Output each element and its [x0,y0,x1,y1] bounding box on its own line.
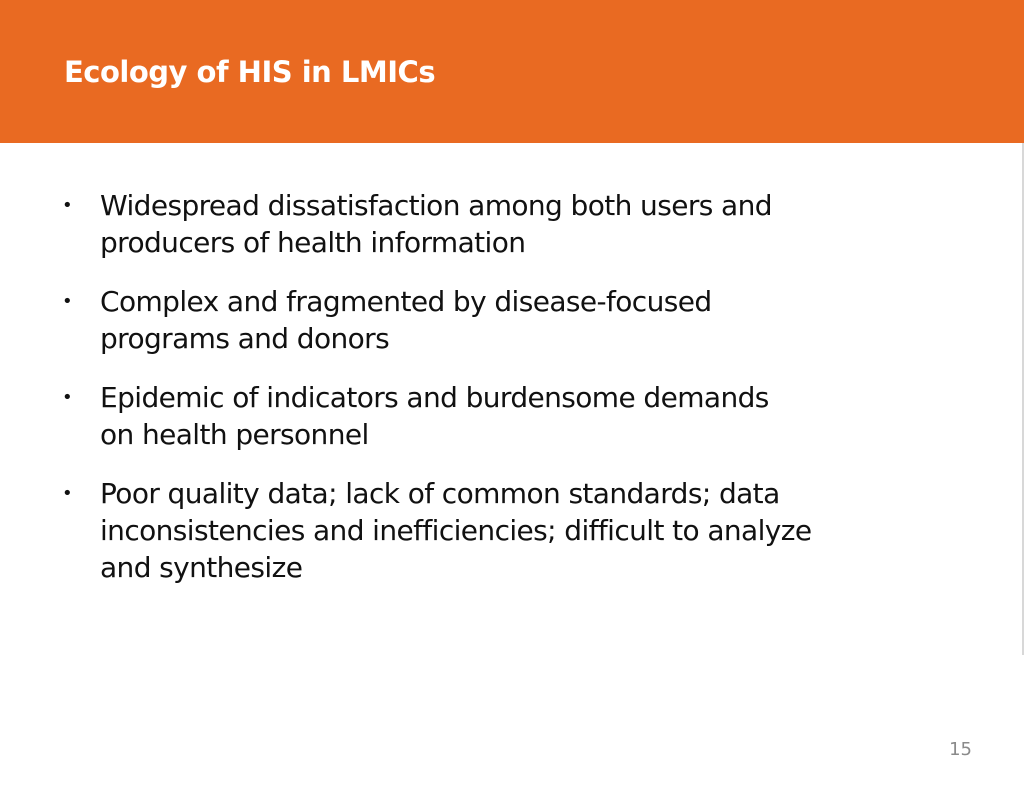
bullet-line: producers of health information [100,226,526,259]
page-number: 15 [949,739,972,760]
bullet-line: programs and donors [100,322,390,355]
bullet-item [62,475,942,586]
bullet-marker: • [62,387,73,408]
title-banner [0,0,1024,143]
bullet-list [62,187,942,608]
bullet-marker: • [62,483,73,504]
bullet-marker: • [62,195,73,216]
bullet-line: Epidemic of indicators and burdensome demands [100,381,769,414]
bullet-line: Complex and fragmented by disease-focused [100,285,712,318]
bullet-item [62,187,942,261]
bullet-marker: • [62,291,73,312]
bullet-line: inconsistencies and inefficiencies; difficult to analyze [100,514,812,547]
bullet-item [62,283,942,357]
bullet-line: Widespread dissatisfaction among both users and [100,189,772,222]
bullet-line: Poor quality data; lack of common standards; data [100,477,780,510]
slide-title: Ecology of HIS in LMICs [64,55,436,89]
bullet-item [62,379,942,453]
bullet-line: and synthesize [100,551,303,584]
bullet-line: on health personnel [100,418,369,451]
